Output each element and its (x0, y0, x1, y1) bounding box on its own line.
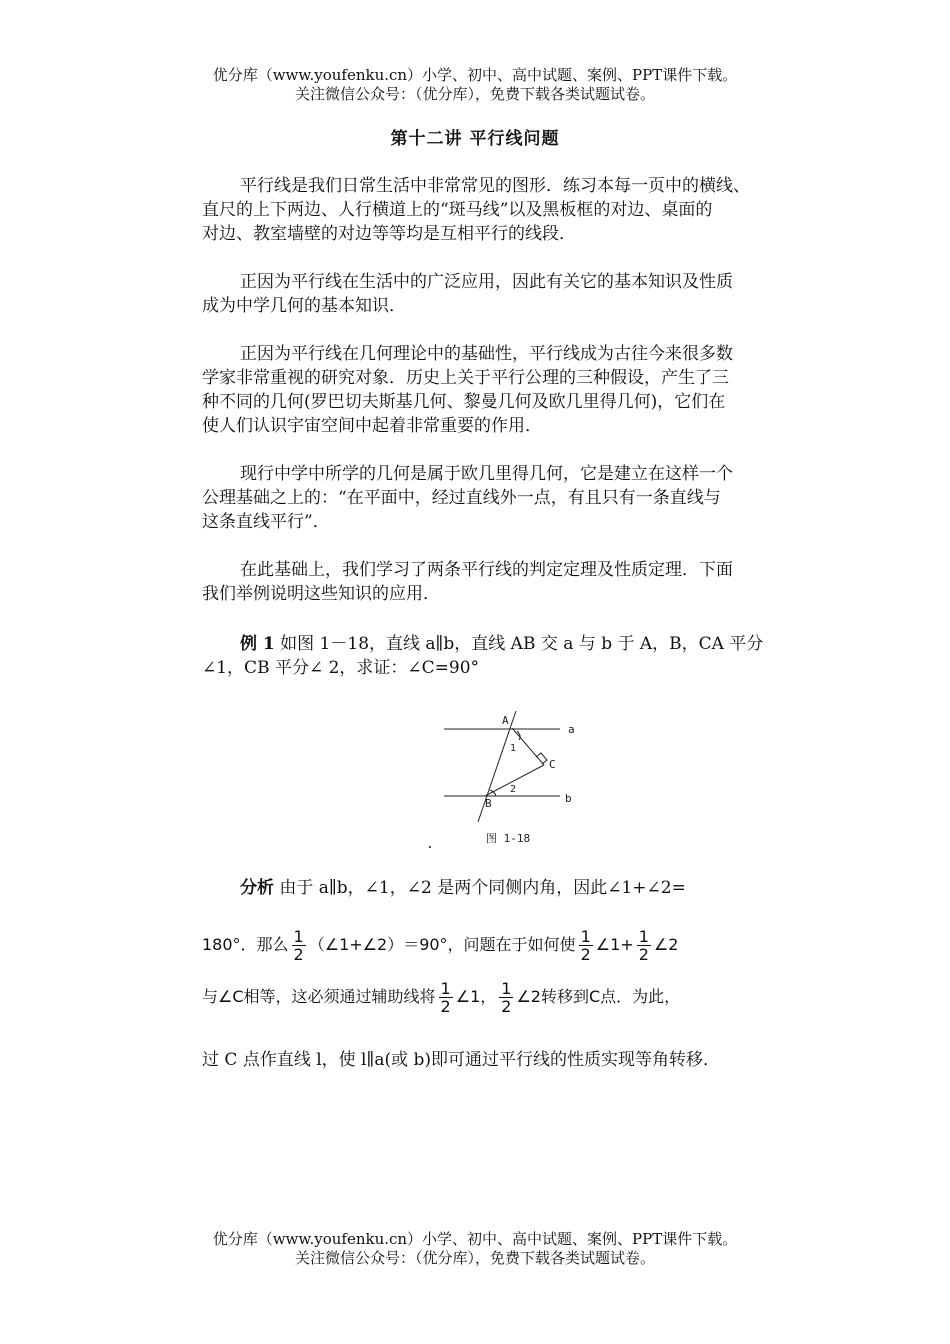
paragraph-line: 这条直线平行”． (202, 512, 330, 532)
paragraph-line: 在此基础上，我们学习了两条平行线的判定定理及性质定理．下面 (240, 560, 733, 580)
paragraph-line: 对边、教室墙壁的对边等等均是互相平行的线段． (202, 224, 576, 244)
paragraph-line: 学家非常重视的研究对象．历史上关于平行公理的三种假设，产生了三 (202, 368, 729, 388)
analysis-line-2 (202, 928, 802, 963)
example-label: 例 1 (240, 634, 275, 654)
transversal-ab (478, 711, 516, 822)
page-header (0, 66, 950, 104)
analysis-segment: 与∠C相等，这必须通过辅助线将 (202, 987, 436, 1006)
paragraph-2 (202, 270, 802, 318)
example-text: 如图 1－18，直线 a∥b，直线 AB 交 a 与 b 于 A，B，CA 平分 (274, 634, 764, 654)
fraction-numerator: 1 (501, 979, 512, 998)
parallel-lines-diagram (426, 706, 590, 856)
analysis-label: 分析 (240, 878, 274, 898)
fraction-numerator: 1 (293, 927, 304, 946)
fraction (439, 980, 453, 1015)
analysis-segment: （∠1+∠2）＝90°，问题在于如何使 (308, 935, 576, 954)
label-1: 1 (510, 743, 517, 754)
analysis-line-3 (202, 980, 802, 1015)
fraction-denominator: 2 (580, 945, 591, 964)
page-title: 第十二讲 平行线问题 (390, 129, 560, 149)
paragraph-line: 公理基础之上的：“在平面中，经过直线外一点，有且只有一条直线与 (202, 488, 721, 508)
paragraph-line: 种不同的几何(罗巴切夫斯基几何、黎曼几何及欧几里得几何)，它们在 (202, 392, 726, 412)
analysis-segment: ∠1+ (595, 935, 634, 954)
paragraph-3 (202, 342, 802, 438)
paragraph-4 (202, 462, 802, 534)
analysis-segment: ∠1， (455, 987, 497, 1006)
paragraph-1 (202, 174, 802, 246)
label-B: B (485, 797, 492, 810)
paragraph-line: 正因为平行线在几何理论中的基础性，平行线成为古往今来很多数 (240, 344, 733, 364)
fraction (499, 980, 513, 1015)
paragraph-line: 我们举例说明这些知识的应用． (202, 584, 440, 604)
analysis-text: 由于 a∥b，∠1，∠2 是两个同侧内角，因此∠1+∠2= (274, 878, 686, 898)
page-footer (0, 1230, 950, 1268)
label-2: 2 (510, 784, 517, 795)
header-line-1: 优分库（www.youfenku.cn）小学、初中、高中试题、案例、PPT课件下载。 (212, 66, 738, 84)
segment-ac (512, 728, 544, 765)
example-line-1 (202, 632, 802, 656)
paragraph-line: 使人们认识宇宙空间中起着非常重要的作用． (202, 416, 542, 436)
label-A: A (502, 714, 509, 727)
example-line-2: ∠1，CB 平分∠ 2，求证：∠C=90° (202, 658, 480, 678)
paragraph-line: 直尺的上下两边、人行横道上的“斑马线”以及黑板框的对边、桌面的 (202, 200, 713, 220)
label-a: a (568, 723, 575, 736)
paragraph-5 (202, 558, 802, 606)
footer-line-1: 优分库（www.youfenku.cn）小学、初中、高中试题、案例、PPT课件下载。 (212, 1230, 738, 1248)
fraction (292, 928, 306, 963)
paragraph-line: 现行中学中所学的几何是属于欧几里得几何，它是建立在这样一个 (240, 464, 733, 484)
analysis-segment: ∠2 (653, 935, 679, 954)
fraction-denominator: 2 (638, 945, 649, 964)
paragraph-line: 平行线是我们日常生活中非常常见的图形．练习本每一页中的横线、 (240, 176, 750, 196)
figure-caption: 图 1-18 (486, 832, 531, 845)
paragraph-line: 成为中学几何的基本知识． (202, 296, 406, 316)
fraction (579, 928, 593, 963)
figure-dot: . (426, 837, 434, 852)
fraction-numerator: 1 (638, 927, 649, 946)
fraction-numerator: 1 (580, 927, 591, 946)
analysis-segment: 180°．那么 (202, 935, 289, 954)
analysis-line-4: 过 C 点作直线 l，使 l∥a(或 b)即可通过平行线的性质实现等角转移． (202, 1050, 721, 1070)
fraction-numerator: 1 (440, 979, 451, 998)
fraction-denominator: 2 (293, 945, 304, 964)
fraction-denominator: 2 (501, 997, 512, 1016)
footer-line-2: 关注微信公众号：（优分库），免费下载各类试题试卷。 (294, 1249, 655, 1267)
figure-1-18 (426, 706, 590, 856)
fraction-denominator: 2 (440, 997, 451, 1016)
analysis-segment: ∠2转移到C点．为此， (516, 987, 681, 1006)
label-C: C (549, 758, 556, 771)
analysis-line-1 (202, 876, 802, 900)
example-1 (202, 632, 802, 680)
paragraph-line: 正因为平行线在生活中的广泛应用，因此有关它的基本知识及性质 (240, 272, 733, 292)
header-line-2: 关注微信公众号：（优分库），免费下载各类试题试卷。 (294, 85, 655, 103)
label-b: b (565, 792, 572, 805)
fraction (637, 928, 651, 963)
